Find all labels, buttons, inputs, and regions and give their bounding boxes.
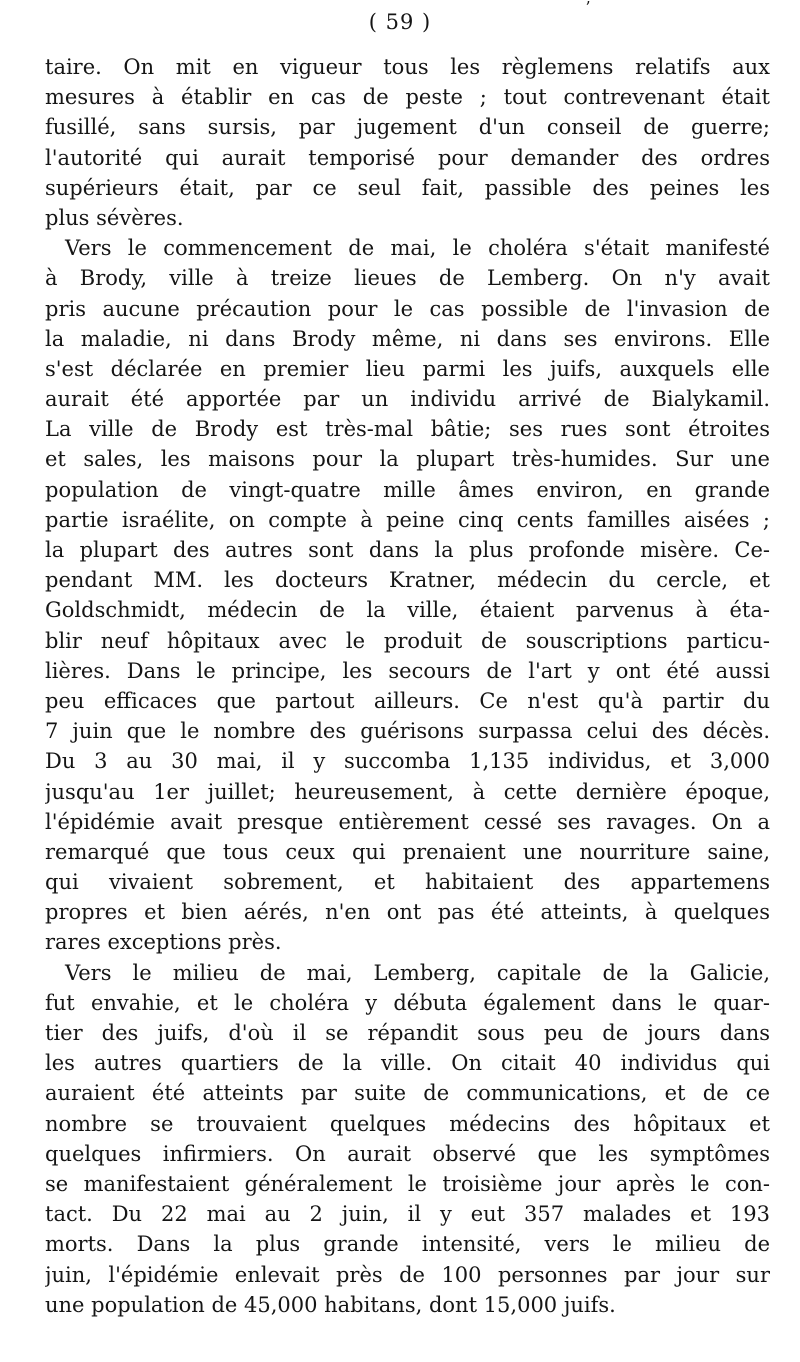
marginal-mark: ʼ [585,0,591,17]
text-line: propres et bien aérés, n'en ont pas été atteints, à quelques [45,900,770,925]
body-text [45,52,770,1320]
text-line: blir neuf hôpitaux avec le produit de souscriptions particu- [45,628,770,653]
text-line: juin, l'épidémie enlevait près de 100 personnes par jour sur [45,1262,770,1287]
text-line: morts. Dans la plus grande intensité, vers le milieu de [45,1232,770,1257]
text-line: Du 3 au 30 mai, il y succomba 1,135 individus, et 3,000 [45,749,770,774]
text-line: se manifestaient généralement le troisième jour après le con- [45,1171,770,1196]
text-line: l'autorité qui aurait temporisé pour demander des ordres [45,145,770,170]
text-line: Goldschmidt, médecin de la ville, étaient parvenus à éta- [45,598,770,623]
text-line: mesures à établir en cas de peste ; tout contrevenant était [45,85,770,110]
text-line: remarqué que tous ceux qui prenaient une nourriture saine, [45,839,770,864]
text-line: jusqu'au 1er juillet; heureusement, à cette dernière époque, [45,779,770,804]
text-line: Vers le milieu de mai, Lemberg, capitale de la Galicie, [65,960,770,985]
text-line: taire. On mit en vigueur tous les règlemens relatifs aux [45,55,770,79]
text-line: aurait été apportée par un individu arrivé de Bialykamil. [45,387,770,412]
text-line: partie israélite, on compte à peine cinq cents familles aisées ; [45,507,770,532]
text-line: l'épidémie avait presque entièrement cessé ses ravages. On a [45,809,770,834]
text-line: quelques infirmiers. On aurait observé que les symptômes [45,1141,770,1166]
text-line: Vers le commencement de mai, le choléra s'était manifesté [65,236,770,261]
text-line: La ville de Brody est très-mal bâtie; ses rues sont étroites [45,417,770,442]
text-line: tier des juifs, d'où il se répandit sous peu de jours dans [45,1021,770,1045]
text-line: pris aucune précaution pour le cas possible de l'invasion de [45,296,770,321]
text-line: auraient été atteints par suite de communications, et de ce [45,1081,770,1106]
text-line: une population de 45,000 habitans, dont 15,000 juifs. [45,1292,616,1317]
text-line: fusillé, sans sursis, par jugement d'un conseil de guerre; [45,115,770,140]
text-line: la maladie, ni dans Brody même, ni dans ses environs. Elle [45,326,770,351]
text-line: lières. Dans le principe, les secours de l'art y ont été aussi [45,658,770,683]
text-line: 7 juin que le nombre des guérisons surpassa celui des décès. [45,719,770,744]
text-line: rares exceptions près. [45,930,282,955]
text-line: tact. Du 22 mai au 2 juin, il y eut 357 malades et 193 [45,1202,770,1227]
text-line: à Brody, ville à treize lieues de Lemberg. On n'y avait [45,266,770,291]
text-line: et sales, les maisons pour la plupart très-humides. Sur une [45,447,770,472]
text-line: la plupart des autres sont dans la plus profonde misère. Ce- [45,538,770,562]
text-line: fut envahie, et le choléra y débuta également dans le quar- [45,990,770,1015]
text-line: les autres quartiers de la ville. On citait 40 individus qui [45,1051,770,1076]
page-number: ( 59 ) [368,10,432,34]
text-line: s'est déclarée en premier lieu parmi les juifs, auxquels elle [45,356,770,381]
text-line: nombre se trouvaient quelques médecins des hôpitaux et [45,1111,770,1136]
text-line: plus sévères. [45,205,184,230]
text-line: supérieurs était, par ce seul fait, passible des peines les [45,175,770,200]
text-line: peu efficaces que partout ailleurs. Ce n'est qu'à partir du [45,688,770,713]
text-line: qui vivaient sobrement, et habitaient des appartemens [45,870,770,895]
text-line: pendant MM. les docteurs Kratner, médecin du cercle, et [45,568,770,593]
text-line: population de vingt-quatre mille âmes environ, en grande [45,477,770,502]
